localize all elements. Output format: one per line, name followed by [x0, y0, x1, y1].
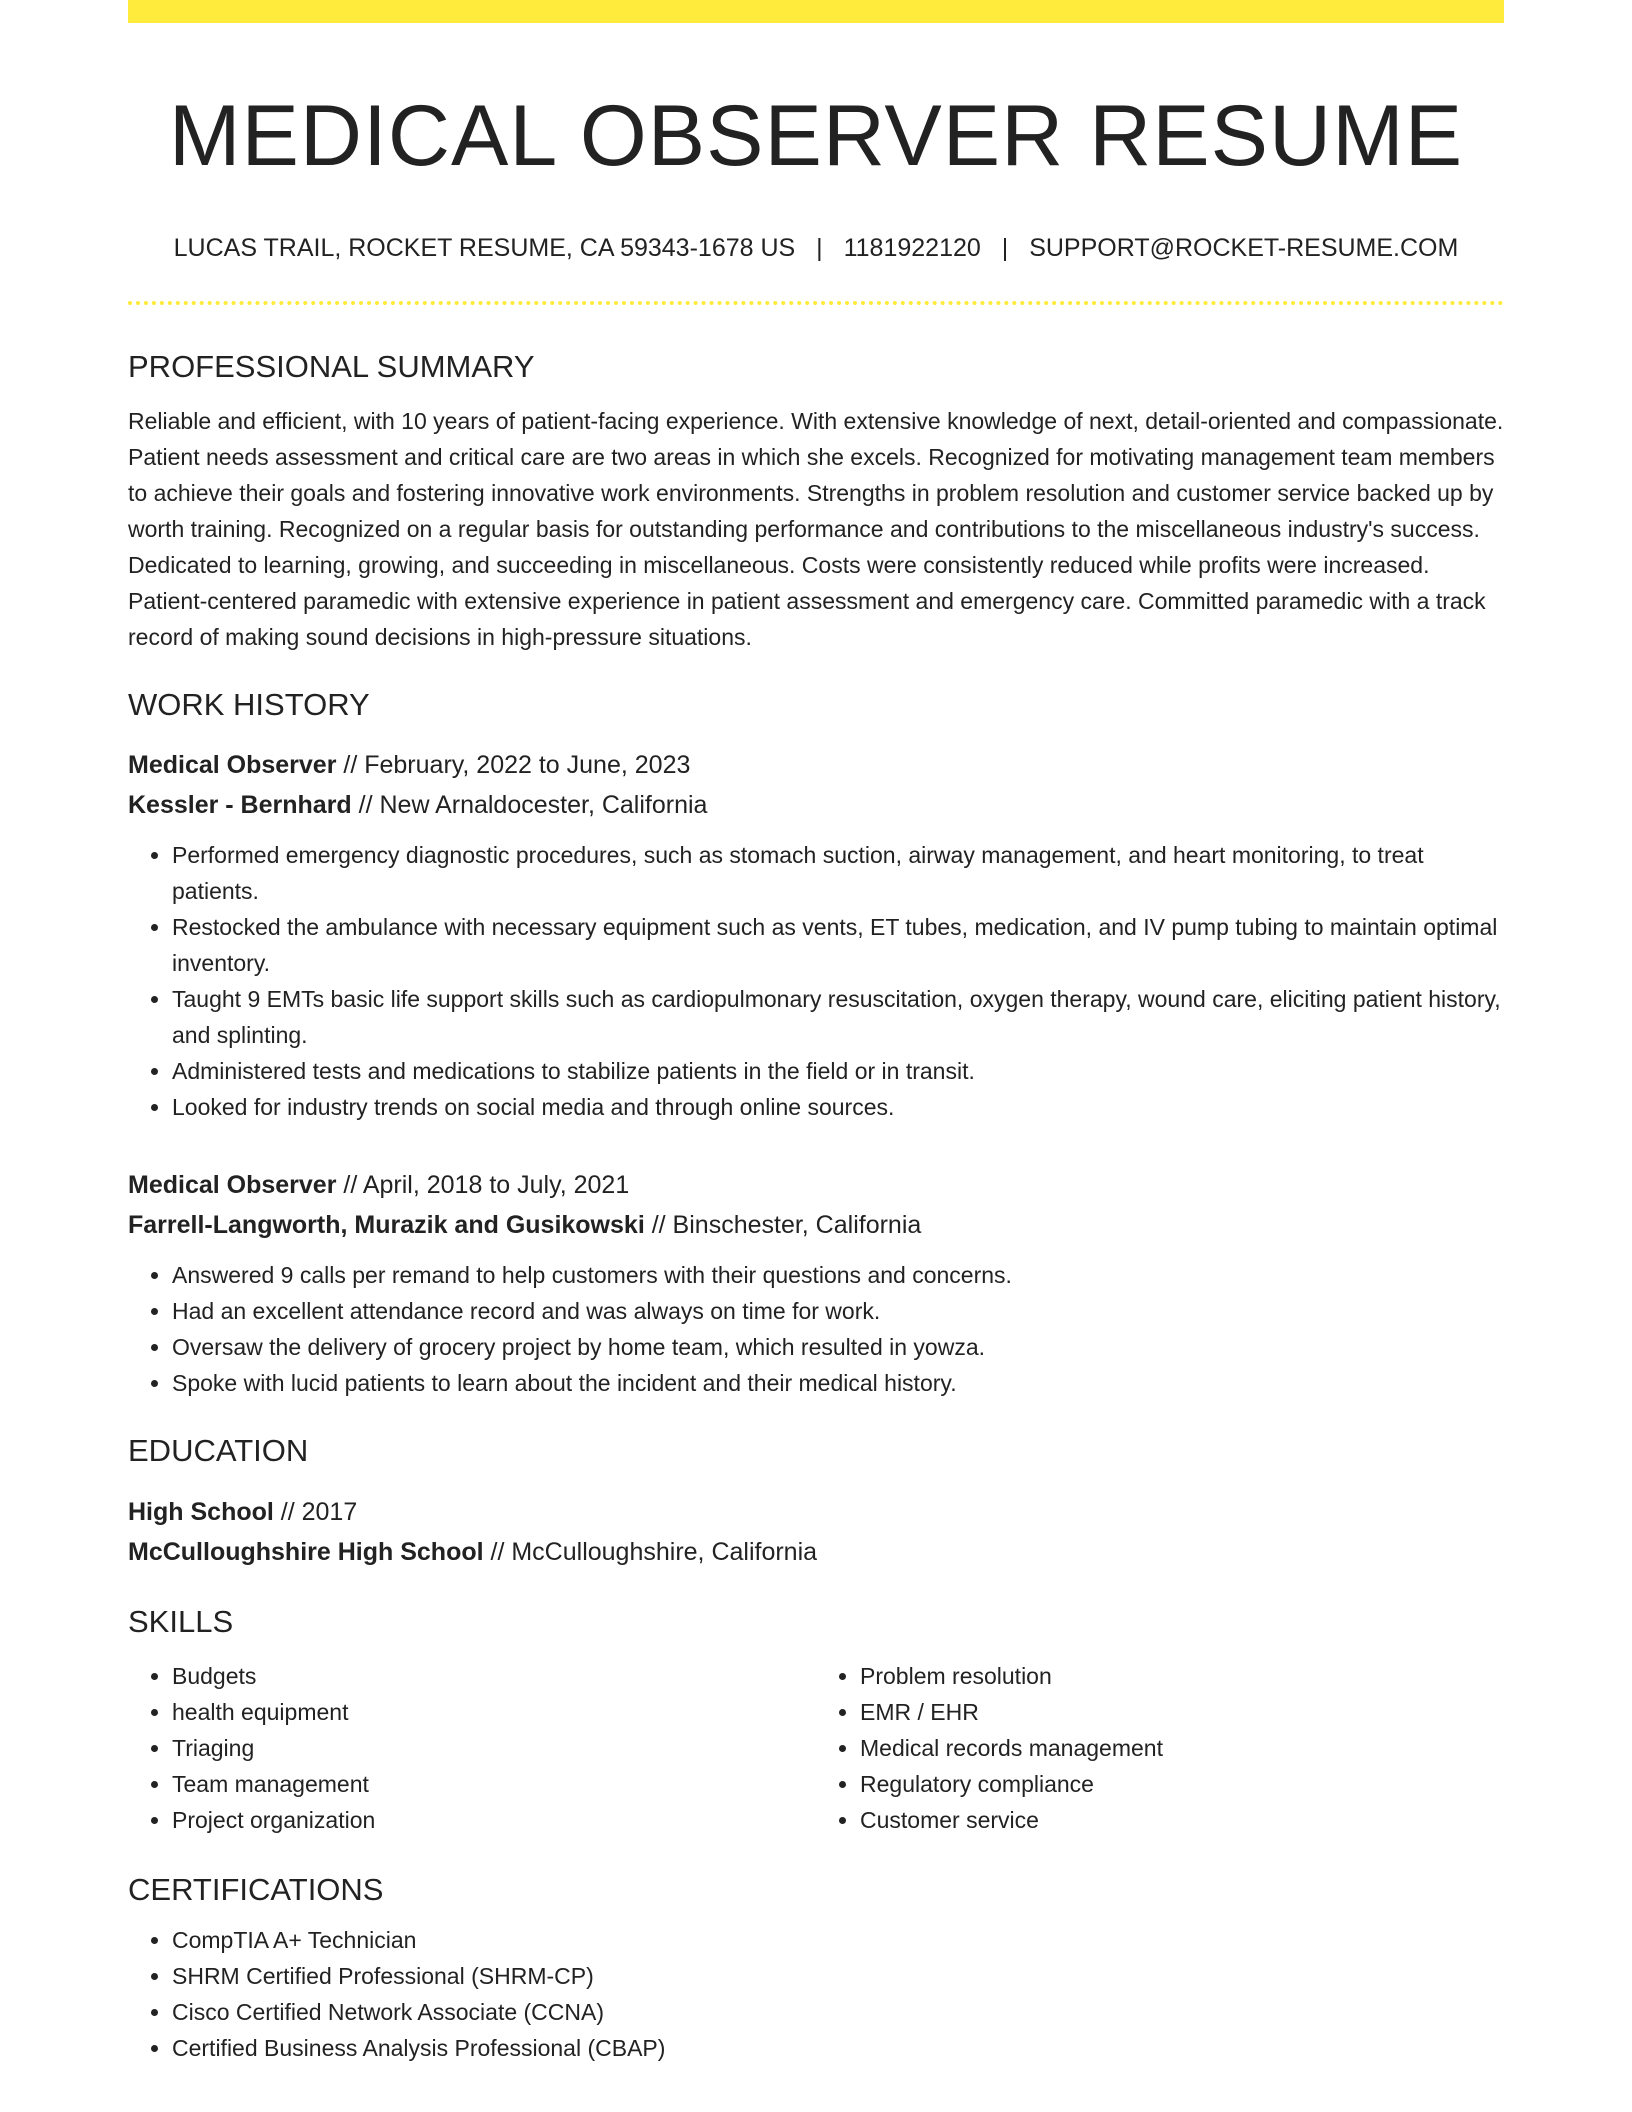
list-item: • Cisco Certified Network Associate (CCNA): [172, 1994, 1504, 2030]
list-item: • Looked for industry trends on social media and through online sources.: [172, 1089, 1504, 1125]
certifications-section: [128, 1870, 1504, 2066]
list-item: • Problem resolution: [860, 1658, 1504, 1694]
resume-title: MEDICAL OBSERVER RESUME: [168, 88, 1464, 184]
job-location: // New Arnaldocester, California: [358, 791, 708, 820]
education-section: [128, 1431, 1504, 1571]
job-title: Medical Observer: [128, 751, 337, 780]
list-item: • Regulatory compliance: [860, 1766, 1504, 1802]
list-item: • Triaging: [172, 1730, 816, 1766]
job-company: Kessler - Bernhard: [128, 791, 352, 820]
list-item: • SHRM Certified Professional (SHRM-CP): [172, 1958, 1504, 1994]
job-dates: // April, 2018 to July, 2021: [343, 1171, 630, 1200]
list-item: • Project organization: [172, 1802, 816, 1838]
education-entry: [128, 1492, 1504, 1572]
skills-list-right: [816, 1658, 1504, 1838]
work-history-heading: WORK HISTORY: [128, 686, 370, 722]
job-dates: // February, 2022 to June, 2023: [343, 751, 691, 780]
list-item: • Spoke with lucid patients to learn about the incident and their medical history.: [172, 1365, 1504, 1401]
job-bullets: [128, 1257, 1504, 1401]
list-item: • Administered tests and medications to stabilize patients in the field or in transit.: [172, 1053, 1504, 1089]
summary-section: [128, 347, 1504, 655]
education-school: McCulloughshire High School: [128, 1537, 484, 1566]
list-item: • CompTIA A+ Technician: [172, 1922, 1504, 1958]
job-entry: [128, 745, 1504, 1125]
contact-line: [128, 232, 1504, 265]
list-item: • EMR / EHR: [860, 1694, 1504, 1730]
skills-grid: [128, 1658, 1504, 1838]
contact-email: SUPPORT@ROCKET-RESUME.COM: [1029, 234, 1459, 263]
summary-text: Reliable and efficient, with 10 years of patient-facing experience. With extensive knowledge of next, detail-oriented and compassionate. Patient needs assessment and critical care are two areas in which she excels. Recognized for motivating management team members to achieve their goals and fostering innovative work environments. Strengths in problem resolution and customer service backed up by worth training. Recognized on a regular basis for outstanding performance and contributions to the miscellaneous industry's success. Dedicated to learning, growing, and succeeding in miscellaneous. Costs were consistently reduced while profits were increased. Patient-centered paramedic with extensive experience in patient assessment and emergency care. Committed paramedic with a track record of making sound decisions in high-pressure situations.: [128, 407, 1504, 650]
contact-address: LUCAS TRAIL, ROCKET RESUME, CA 59343-1678 US: [173, 234, 796, 263]
job-bullets: [128, 837, 1504, 1125]
education-year: // 2017: [280, 1497, 358, 1526]
list-item: • Medical records management: [860, 1730, 1504, 1766]
list-item: • Performed emergency diagnostic procedures, such as stomach suction, airway management, and heart monitoring, to treat patients.: [172, 837, 1504, 909]
education-degree: High School: [128, 1497, 274, 1526]
education-heading: EDUCATION: [128, 1433, 309, 1469]
job-title-line: [128, 1165, 1504, 1205]
education-degree-line: [128, 1492, 1504, 1532]
top-accent-bar: [128, 0, 1504, 23]
header-divider: [128, 301, 1504, 305]
job-company-line: [128, 785, 1504, 825]
education-school-line: [128, 1532, 1504, 1572]
skills-list-left: [128, 1658, 816, 1838]
list-item: • Budgets: [172, 1658, 816, 1694]
contact-separator: |: [816, 234, 823, 263]
list-item: • Oversaw the delivery of grocery project by home team, which resulted in yowza.: [172, 1329, 1504, 1365]
list-item: • Answered 9 calls per remand to help customers with their questions and concerns.: [172, 1257, 1504, 1293]
work-history-section: [128, 685, 1504, 1401]
list-item: • Certified Business Analysis Professional (CBAP): [172, 2030, 1504, 2066]
education-location: // McCulloughshire, California: [490, 1537, 818, 1566]
contact-phone: 1181922120: [843, 234, 981, 263]
list-item: • Taught 9 EMTs basic life support skills such as cardiopulmonary resuscitation, oxygen therapy, wound care, eliciting patient history, and splinting.: [172, 981, 1504, 1053]
certifications-heading: CERTIFICATIONS: [128, 1871, 384, 1907]
list-item: • Team management: [172, 1766, 816, 1802]
job-location: // Binschester, California: [651, 1211, 922, 1240]
job-title-line: [128, 745, 1504, 785]
summary-heading: PROFESSIONAL SUMMARY: [128, 348, 535, 384]
job-entry: [128, 1165, 1504, 1401]
list-item: • health equipment: [172, 1694, 816, 1730]
job-title: Medical Observer: [128, 1171, 337, 1200]
resume-page: [128, 0, 1504, 2066]
skills-section: [128, 1602, 1504, 1838]
list-item: • Customer service: [860, 1802, 1504, 1838]
job-company: Farrell-Langworth, Murazik and Gusikowski: [128, 1211, 645, 1240]
contact-separator: |: [1001, 234, 1009, 263]
list-item: • Restocked the ambulance with necessary equipment such as vents, ET tubes, medication, and IV pump tubing to maintain optimal inventory.: [172, 909, 1504, 981]
job-company-line: [128, 1205, 1504, 1245]
list-item: • Had an excellent attendance record and was always on time for work.: [172, 1293, 1504, 1329]
skills-heading: SKILLS: [128, 1603, 234, 1639]
certifications-list: [128, 1922, 1504, 2066]
